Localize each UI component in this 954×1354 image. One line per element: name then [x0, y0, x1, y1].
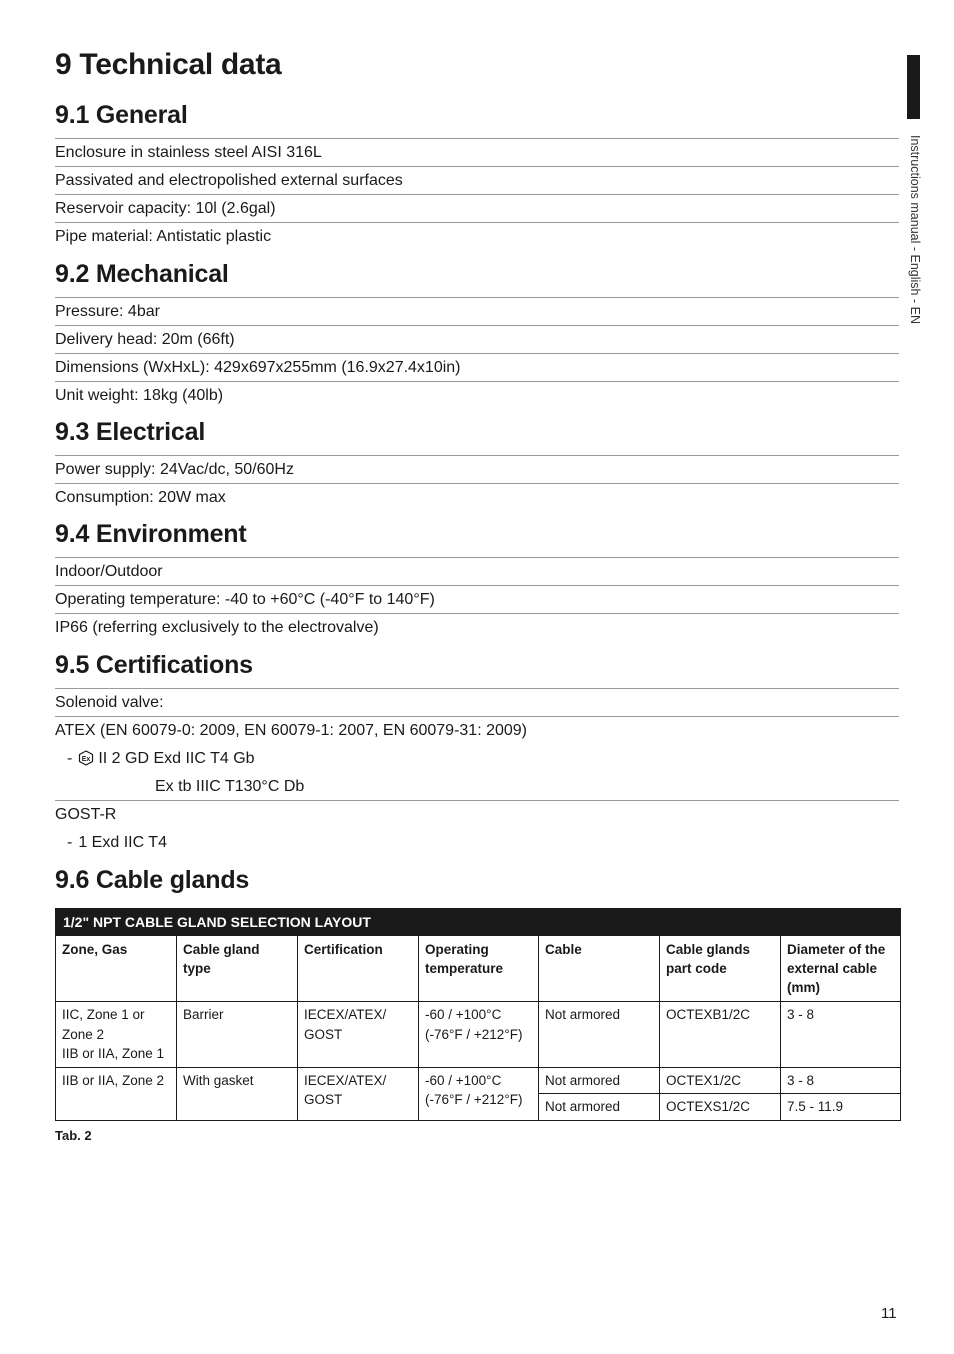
table-cell — [419, 1002, 539, 1068]
spec-row: Reservoir capacity: 10l (2.6gal) — [55, 195, 899, 223]
table-cell: OCTEXB1/2C — [660, 1002, 781, 1068]
table-cell: Not armored — [539, 1094, 660, 1121]
table-cell — [56, 1002, 177, 1068]
cell-line: -60 / +100°C — [425, 1072, 502, 1088]
spec-row: Enclosure in stainless steel AISI 316L — [55, 139, 899, 167]
column-header: Cable gland type — [177, 936, 298, 1002]
section-environment — [55, 516, 899, 642]
table-cell: Barrier — [177, 1002, 298, 1068]
table-cell: 3 - 8 — [781, 1002, 901, 1068]
section-heading: 9.3 Electrical — [55, 418, 206, 446]
solenoid-label: Solenoid valve: — [55, 689, 899, 717]
atex-dust-marking: Ex tb IIIC T130°C Db — [55, 773, 899, 801]
cell-line: IIB or IIA, Zone 1 — [62, 1046, 165, 1061]
spec-row: Unit weight: 18kg (40lb) — [55, 387, 224, 404]
list-dash: - — [67, 834, 73, 851]
section-heading: 9.1 General — [55, 101, 188, 129]
atex-gas-marking — [55, 745, 899, 773]
table-cell — [419, 1067, 539, 1120]
table-header-row — [56, 936, 901, 1002]
table-cell: Not armored — [539, 1002, 660, 1068]
section-cable-glands — [55, 862, 899, 898]
cell-line: IIC, Zone 1 or Zone 2 — [62, 1007, 145, 1042]
side-tab-marker — [907, 55, 920, 119]
section-electrical — [55, 414, 899, 512]
table-cell: Not armored — [539, 1067, 660, 1094]
section-heading: 9.2 Mechanical — [55, 260, 229, 288]
column-header: Cable — [539, 936, 660, 1002]
cable-gland-table-wrapper — [55, 908, 900, 1121]
column-header: Operating temperature — [419, 936, 539, 1002]
spec-row: Passivated and electropolished external surfaces — [55, 167, 899, 195]
section-certifications — [55, 647, 899, 857]
gost-marking — [55, 829, 899, 857]
table-cell: 3 - 8 — [781, 1067, 901, 1094]
atex-standards: ATEX (EN 60079-0: 2009, EN 60079-1: 2007, EN 60079-31: 2009) — [55, 722, 528, 739]
spec-row: Delivery head: 20m (66ft) — [55, 326, 899, 354]
section-heading: 9.4 Environment — [55, 520, 247, 548]
atex-gas-text: II 2 GD Exd IIC T4 Gb — [98, 750, 255, 767]
spec-row: Consumption: 20W max — [55, 489, 226, 506]
list-dash: - — [67, 750, 73, 767]
cable-gland-table — [55, 908, 901, 1121]
gost-marking-text: 1 Exd IIC T4 — [78, 834, 167, 851]
section-heading: 9.5 Certifications — [55, 651, 253, 679]
ex-hexagon-icon — [78, 748, 94, 764]
cell-line: (-76°F / +212°F) — [425, 1026, 523, 1042]
cell-line: -60 / +100°C — [425, 1007, 502, 1022]
spec-row: Dimensions (WxHxL): 429x697x255mm (16.9x27.4x10in) — [55, 354, 899, 382]
spec-row: Indoor/Outdoor — [55, 558, 899, 586]
side-label: Instructions manual - English - EN — [908, 135, 922, 324]
section-general — [55, 97, 899, 251]
table-row — [56, 1067, 901, 1094]
spec-row: Operating temperature: -40 to +60°C (-40°F to 140°F) — [55, 586, 899, 614]
section-mechanical — [55, 256, 899, 410]
table-cell: With gasket — [177, 1067, 298, 1120]
column-header: Certification — [298, 936, 419, 1002]
column-header: Cable glands part code — [660, 936, 781, 1002]
column-header: Zone, Gas — [56, 936, 177, 1002]
column-header: Diameter of the external cable (mm) — [781, 936, 901, 1002]
page-title: 9 Technical data — [55, 48, 282, 81]
table-cell: OCTEX1/2C — [660, 1067, 781, 1094]
svg-text:Ex: Ex — [82, 756, 91, 763]
spec-row: Pipe material: Antistatic plastic — [55, 228, 272, 245]
section-heading: 9.6 Cable glands — [55, 866, 250, 894]
table-row — [56, 1002, 901, 1068]
cell-line: (-76°F / +212°F) — [425, 1092, 523, 1107]
spec-row: Power supply: 24Vac/dc, 50/60Hz — [55, 456, 899, 484]
table-cell: IECEX/ATEX/ GOST — [298, 1067, 419, 1120]
table-cell: IIB or IIA, Zone 2 — [56, 1067, 177, 1120]
spec-row: IP66 (referring exclusively to the electrovalve) — [55, 619, 379, 636]
table-cell: OCTEXS1/2C — [660, 1094, 781, 1121]
spec-row: Pressure: 4bar — [55, 298, 899, 326]
table-caption: 1/2" NPT CABLE GLAND SELECTION LAYOUT — [56, 909, 901, 936]
gost-label: GOST-R — [55, 806, 117, 823]
table-cell: IECEX/ATEX/ GOST — [298, 1002, 419, 1068]
table-cell: 7.5 - 11.9 — [781, 1094, 901, 1121]
table-label: Tab. 2 — [55, 1128, 92, 1143]
page-number: 11 — [881, 1305, 897, 1322]
